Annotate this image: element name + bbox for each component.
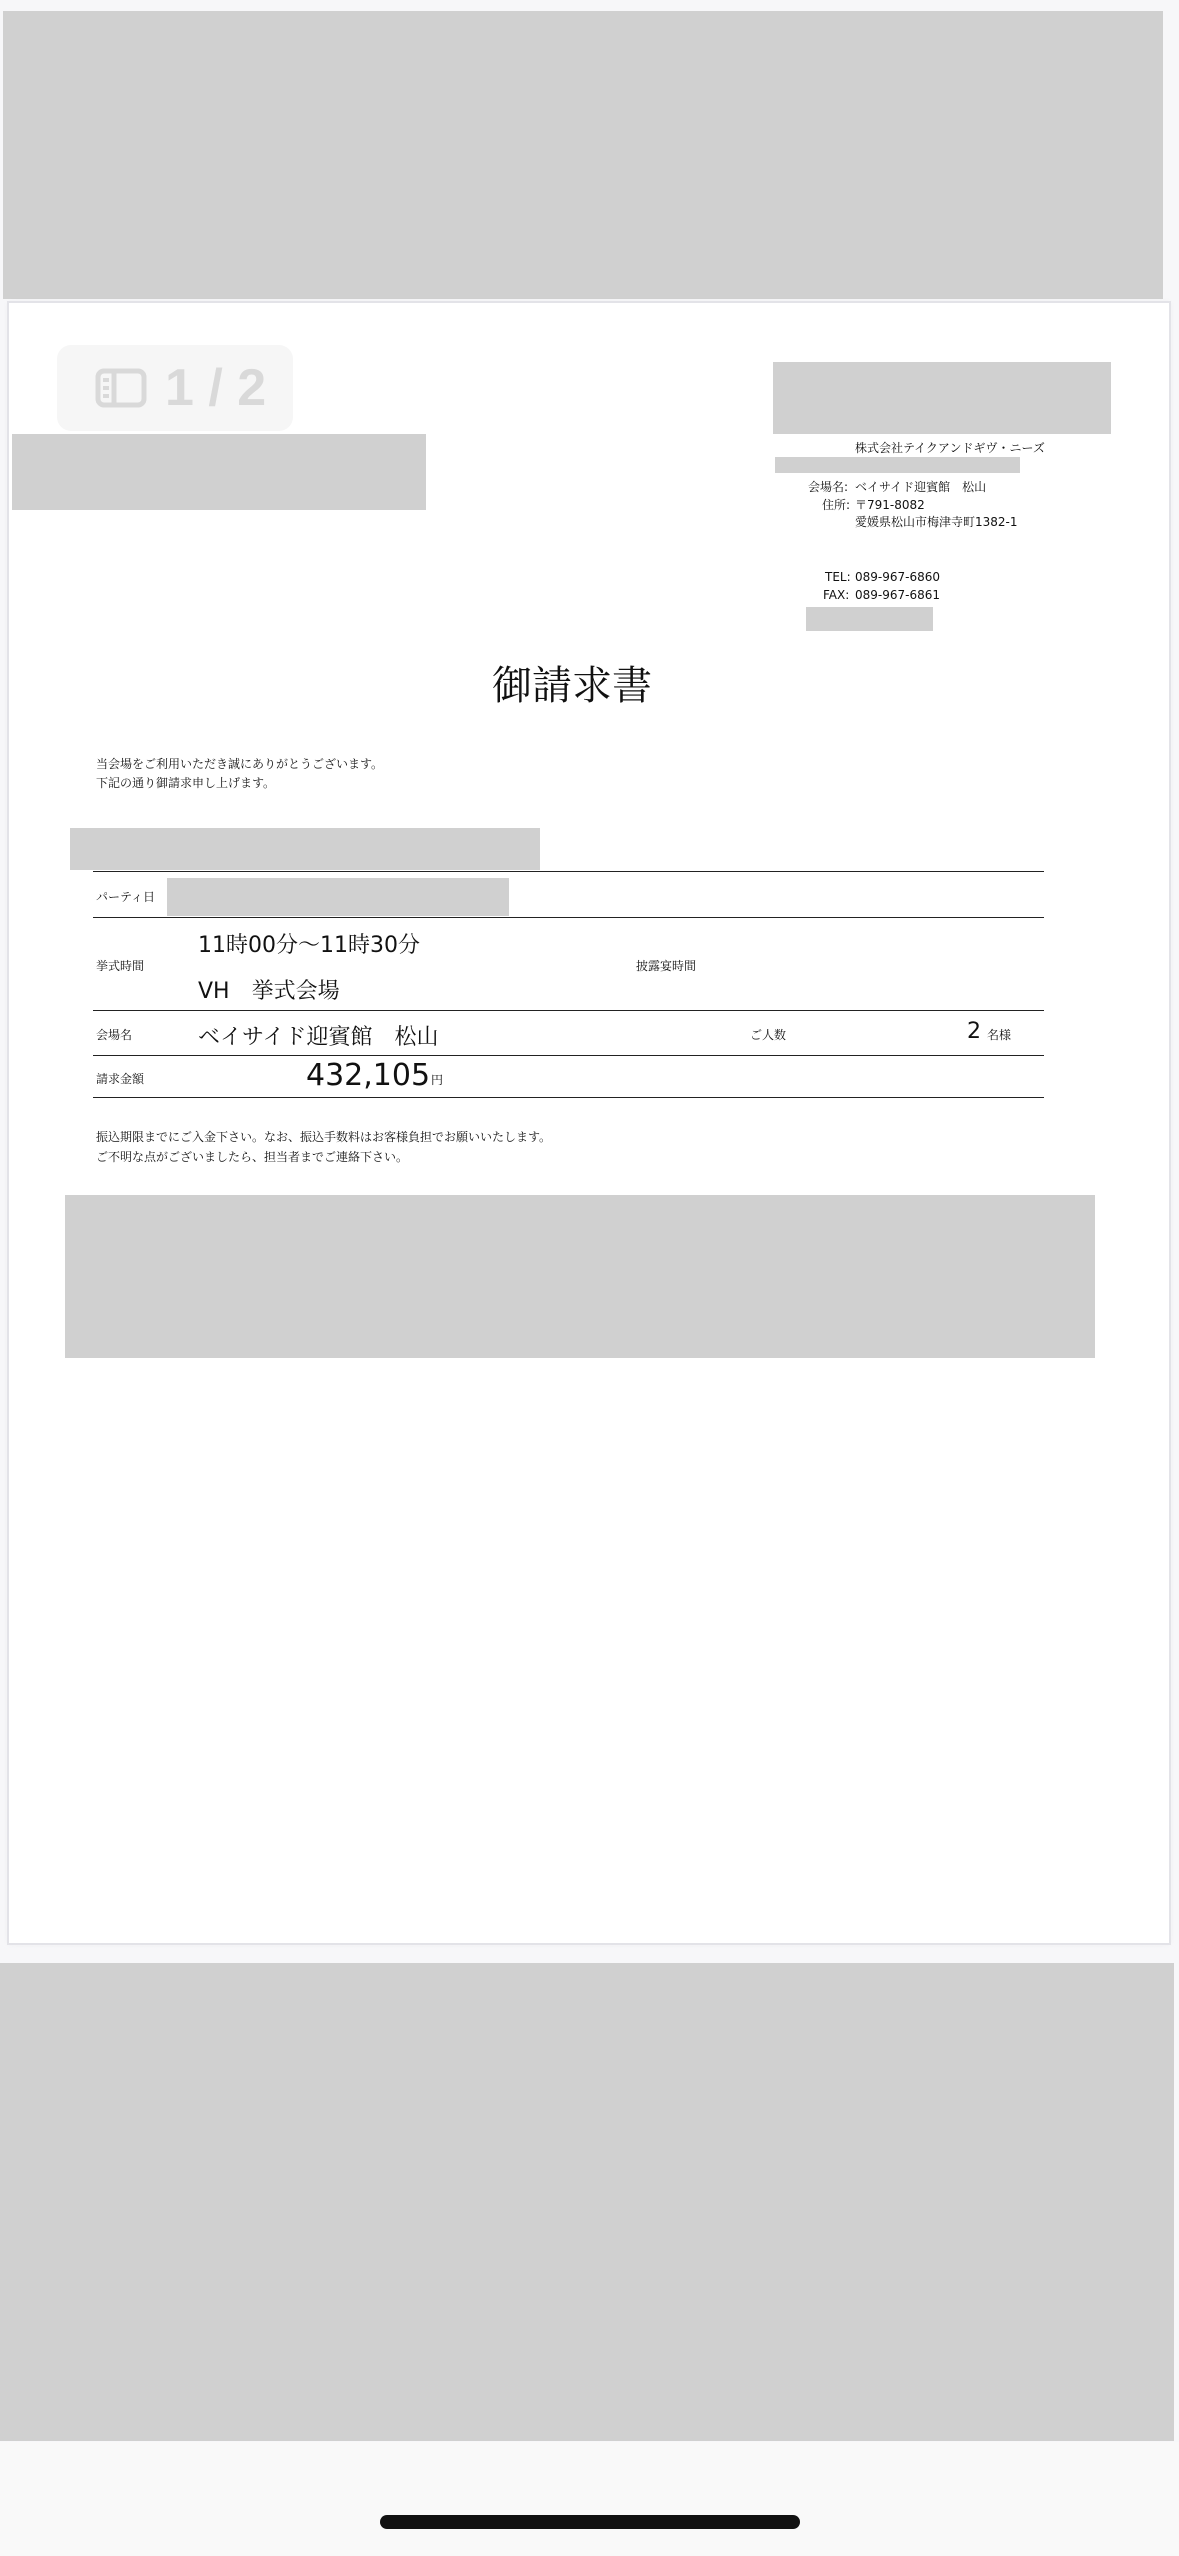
venue-row-label: 会場名 [96,1028,133,1042]
reception-time-label: 披露宴時間 [636,959,697,973]
note-line-1: 振込期限までにご入金下さい。なお、振込手数料はお客様負担でお願いいたします。 [96,1130,552,1144]
bottom-bar [0,2442,1179,2556]
table-line [93,1055,1044,1056]
venue-label: 会場名: [808,480,849,494]
document-title: 御請求書 [492,663,652,709]
amount-label: 請求金額 [96,1072,145,1086]
guests-label: ご人数 [750,1028,787,1042]
redacted-company-line [775,457,1020,473]
sidebar-icon[interactable] [95,368,147,408]
table-line [93,871,1044,872]
redacted-bank-details [65,1195,1095,1358]
table-line [93,1097,1044,1098]
redacted-contact-person [806,607,933,631]
ceremony-time-label: 挙式時間 [96,959,145,973]
address-text: 愛媛県松山市梅津寺町1382-1 [855,515,1018,529]
tel-value: 089-967-6860 [855,570,941,584]
postal-code: 〒791-8082 [855,498,925,512]
address-label: 住所: [822,498,851,512]
ceremony-place-value: VH 挙式会場 [198,979,340,1004]
company-name: 株式会社テイクアンドギヴ・ニーズ [855,441,1045,455]
amount-value: 432,105 [306,1058,431,1093]
note-line-2: ご不明な点がございましたら、担当者までご連絡下さい。 [96,1150,409,1164]
redacted-party-date [167,878,509,916]
page-number-text: 1 / 2 [165,359,267,417]
venue-value: ベイサイド迎賓館 松山 [855,480,987,494]
home-indicator[interactable] [380,2515,800,2529]
ceremony-time-value: 11時00分～11時30分 [198,933,420,958]
redacted-company-logo [773,362,1111,434]
page-indicator[interactable] [57,345,293,431]
table-line [93,917,1044,918]
redacted-next-page [0,1963,1174,2441]
venue-row-value: ベイサイド迎賓館 松山 [198,1025,439,1050]
fax-label: FAX: [823,588,850,602]
greeting-line-2: 下記の通り御請求申し上げます。 [96,776,276,790]
fax-value: 089-967-6861 [855,588,941,602]
tel-label: TEL: [825,570,851,584]
greeting-line-1: 当会場をご利用いただき誠にありがとうございます。 [96,757,384,771]
party-date-label: パーティ日 [96,890,156,904]
redacted-recipient [12,434,426,510]
amount-unit: 円 [431,1073,444,1087]
invoice-page [9,303,1169,1943]
guests-unit: 名様 [987,1028,1012,1042]
redacted-customer-name [70,828,540,870]
table-line [93,1010,1044,1011]
redacted-previous-page [3,11,1163,299]
guests-count: 2 [967,1019,981,1044]
